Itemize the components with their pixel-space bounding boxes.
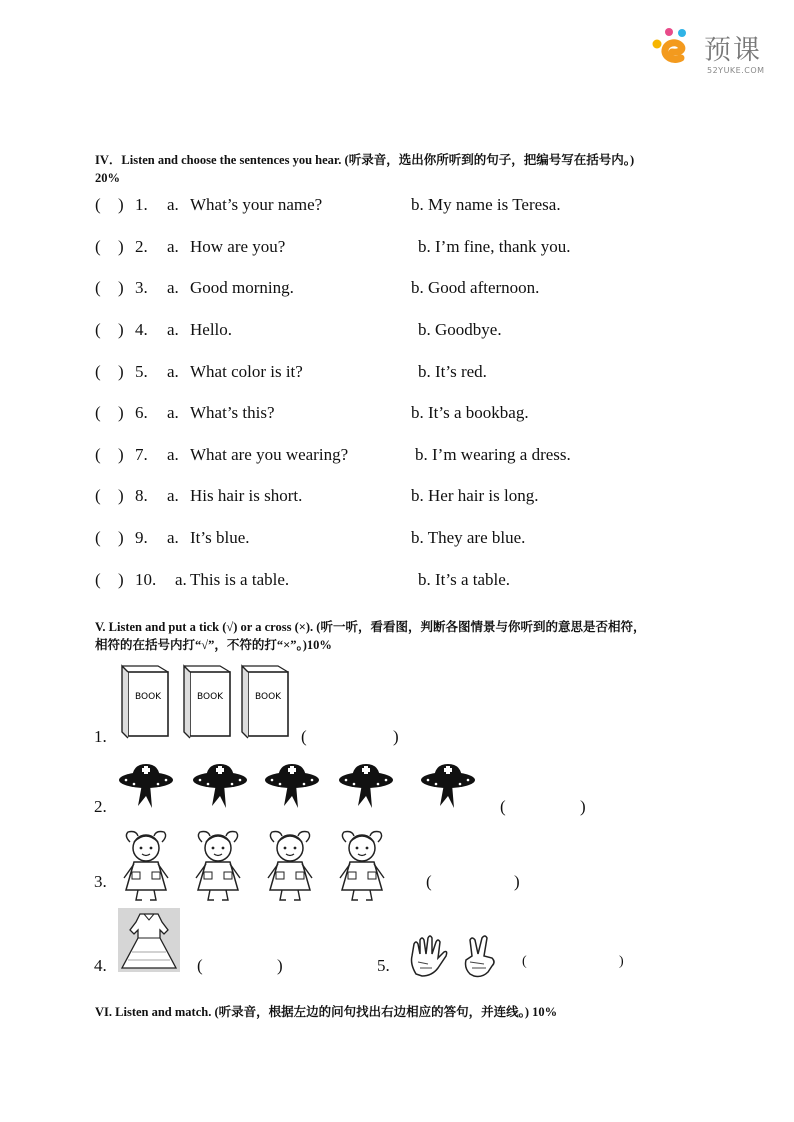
hat-icon [119,764,173,808]
logo-dot-blue [678,29,686,37]
hat-icon [265,764,319,808]
option-a-letter: a. [175,570,187,589]
option-a-text: What’s your name? [190,195,323,214]
girl-icon [196,832,240,901]
book-label-3: BOOK [255,692,282,702]
option-a-letter: a. [167,403,179,422]
item-2-number: 2. [94,797,107,816]
logo-dot-yellow [653,40,662,49]
item-2-answer-open[interactable]: ( [500,797,506,816]
item-5-answer-open[interactable]: ( [522,954,527,969]
book-icon [122,666,168,738]
option-a-text: Good morning. [190,278,294,297]
option-a-letter: a. [167,320,179,339]
hat-icon [193,764,247,808]
option-a-letter: a. [167,445,179,464]
question-number: 8. [135,486,148,505]
answer-paren-open[interactable]: ( [95,278,101,297]
item-5-number: 5. [377,956,390,975]
answer-paren-close[interactable]: ) [118,195,124,214]
answer-paren-open[interactable]: ( [95,570,101,589]
books-picture [118,664,298,744]
item-4-number: 4. [94,956,107,975]
option-b-text: b. I’m fine, thank you. [418,237,571,256]
question-number: 10. [135,570,157,589]
question-number: 1. [135,195,148,214]
logo-e-shape [665,43,682,60]
item-3-answer-close[interactable]: ) [514,872,520,891]
section-4-heading: IV．Listen and choose the sentences you hear. (听录音，选出你所听到的句子，把编号写在括号内。) 20% [95,153,635,185]
open-hand-icon [412,936,447,976]
question-number: 4. [135,320,148,339]
item-5-answer-close[interactable]: ) [619,954,624,969]
answer-paren-close[interactable]: ) [118,403,124,422]
book-icon [242,666,288,738]
option-a-text: His hair is short. [190,486,303,505]
item-4-answer-open[interactable]: ( [197,956,203,975]
section-5-heading: V. Listen and put a tick (√) or a cross (×). (听一听，看看图，判断各图情景与你听到的意思是否相符， 相符的在括号内打“√”，不符的打“×”。)10% [95,620,646,652]
item-1-answer-open[interactable]: ( [301,727,307,746]
answer-paren-close[interactable]: ) [118,278,124,297]
option-a-letter: a. [167,528,179,547]
option-a-letter: a. [167,362,179,381]
answer-paren-open[interactable]: ( [95,237,101,256]
answer-paren-close[interactable]: ) [118,445,124,464]
hat-icon [421,764,475,808]
answer-paren-close[interactable]: ) [118,486,124,505]
item-4-answer-close[interactable]: ) [277,956,283,975]
option-a-text: What color is it? [190,362,303,381]
option-b-text: b. My name is Teresa. [411,195,561,214]
option-b-text: b. They are blue. [411,528,526,547]
option-a-letter: a. [167,237,179,256]
girl-icon [340,832,384,901]
answer-paren-open[interactable]: ( [95,362,101,381]
question-number: 3. [135,278,148,297]
logo-subtext: 52YUKE.COM [707,66,765,75]
option-b-text: b. I’m wearing a dress. [415,445,571,464]
book-label-1: BOOK [135,692,162,702]
option-b-text: b. Good afternoon. [411,278,540,297]
option-a-text: This is a table. [190,570,290,589]
answer-paren-open[interactable]: ( [95,320,101,339]
option-b-text: b. It’s a table. [418,570,511,589]
girl-icon [124,832,168,901]
section-6-heading: VI. Listen and match. (听录音，根据左边的问句找出右边相应的答句，并连线。) 10% [95,1005,558,1019]
answer-paren-open[interactable]: ( [95,195,101,214]
question-number: 9. [135,528,148,547]
answer-paren-open[interactable]: ( [95,403,101,422]
answer-paren-close[interactable]: ) [118,237,124,256]
option-b-text: b. Goodbye. [418,320,502,339]
item-2-answer-close[interactable]: ) [580,797,586,816]
question-number: 2. [135,237,148,256]
option-a-letter: a. [167,486,179,505]
option-a-letter: a. [167,278,179,297]
item-1-answer-close[interactable]: ) [393,727,399,746]
answer-paren-close[interactable]: ) [118,362,124,381]
option-a-text: It’s blue. [190,528,250,547]
answer-paren-close[interactable]: ) [118,320,124,339]
option-a-text: What are you wearing? [190,445,349,464]
dress-picture [118,908,180,972]
item-1-number: 1. [94,727,107,746]
answer-paren-close[interactable]: ) [118,528,124,547]
answer-paren-open[interactable]: ( [95,486,101,505]
answer-paren-open[interactable]: ( [95,528,101,547]
question-number: 7. [135,445,148,464]
girl-icon [268,832,312,901]
girls-picture [118,826,398,902]
book-icon [184,666,230,738]
question-number: 5. [135,362,148,381]
hands-picture [408,934,504,978]
option-a-text: What’s this? [190,403,275,422]
hat-icon [339,764,393,808]
option-a-text: How are you? [190,237,286,256]
answer-paren-open[interactable]: ( [95,445,101,464]
option-a-letter: a. [167,195,179,214]
hats-picture [118,758,488,816]
option-a-text: Hello. [190,320,233,339]
logo-dot-pink [665,28,673,36]
book-label-2: BOOK [197,692,224,702]
answer-paren-close[interactable]: ) [118,570,124,589]
item-3-answer-open[interactable]: ( [426,872,432,891]
option-b-text: b. Her hair is long. [411,486,539,505]
two-fingers-icon [466,936,495,977]
logo-text: 预课 [704,35,762,66]
option-b-text: b. It’s red. [418,362,487,381]
question-number: 6. [135,403,148,422]
item-3-number: 3. [94,872,107,891]
option-b-text: b. It’s a bookbag. [411,403,529,422]
